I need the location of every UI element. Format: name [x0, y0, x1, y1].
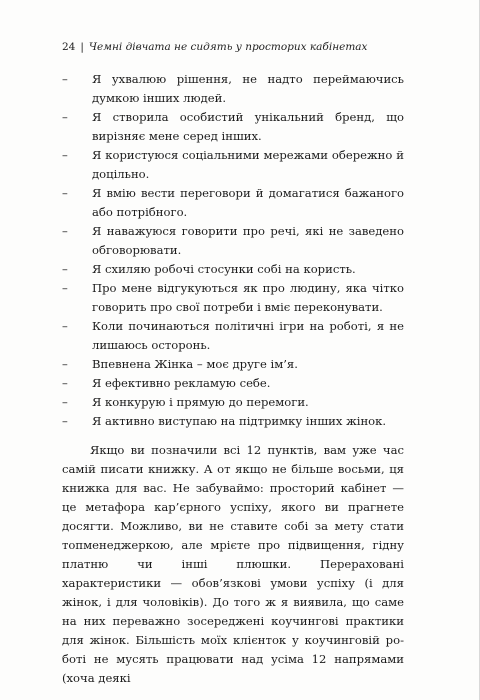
checklist-item [62, 146, 404, 184]
checklist-item-text: Я конкурую і прямую до перемоги. [92, 395, 309, 409]
checklist-item-text: Я ефективно рекламую себе. [92, 376, 271, 390]
checklist-item-text: Про мене відгукуються як про людину, яка чітко говорить про свої потреби і вміє переконувати. [92, 281, 404, 314]
checklist-item-text: Я вмію вести переговори й домагатися бажаного або потрібного. [92, 186, 404, 219]
checklist-item-text: Я ухвалюю рішення, не надто переймаючись думкою інших людей. [92, 72, 404, 105]
checklist-item [62, 355, 404, 374]
checklist-item [62, 260, 404, 279]
list-dash: – [62, 110, 68, 124]
running-header [62, 40, 367, 54]
list-dash: – [62, 72, 68, 86]
list-dash: – [62, 395, 68, 409]
page-number: 24 [62, 41, 76, 53]
checklist-item-text: Я наважуюся говорити про речі, які не заведено обговорювати. [92, 224, 404, 257]
checklist-item [62, 108, 404, 146]
list-dash: – [62, 414, 68, 428]
list-dash: – [62, 224, 68, 238]
checklist-item [62, 279, 404, 317]
list-dash: – [62, 262, 68, 276]
checklist-item-text: Впевнена Жінка – моє друге ім’я. [92, 357, 298, 371]
checklist-item-text: Коли починаються політичні ігри на роботі, я не лишаюсь осторонь. [92, 319, 404, 352]
header-separator: | [80, 41, 84, 53]
list-dash: – [62, 186, 68, 200]
list-dash: – [62, 357, 68, 371]
checklist-item [62, 317, 404, 355]
checklist-item [62, 184, 404, 222]
checklist-item [62, 393, 404, 412]
checklist [62, 70, 404, 431]
checklist-item-text: Я користуюся соціальними мережами обережно й доцільно. [92, 148, 404, 181]
body-paragraph: Якщо ви позначили всі 12 пунктів, вам уже час самій писати книжку. А от якщо не більше восьми, ця книжка для вас. Не забуваймо: просторий кабінет — це метафора кар’єрного успіху, якого ви прагнете досягти. Можливо, ви не ставите собі за мету стати топменеджеркою, але мрієте про підвищення, гідну платню чи інші плюшки. Перераховані характеристики — обов’язкові умови успіху (і для жінок, і для чоловіків). До того ж я виявила, що саме на них переважно зосереджені коучингові практики для жінок. Більшість моїх клієнток у коучинговій роботі не мусять працювати над усіма 12 напрямами (хоча деякі [62, 443, 404, 685]
book-title: Чемні дівчата не сидять у просторих кабінетах [88, 41, 368, 53]
checklist-item [62, 374, 404, 393]
list-dash: – [62, 148, 68, 162]
list-dash: – [62, 281, 68, 295]
checklist-item-text: Я схиляю робочі стосунки собі на користь. [92, 262, 356, 276]
checklist-item [62, 412, 404, 431]
checklist-item [62, 222, 404, 260]
checklist-item [62, 70, 404, 108]
list-dash: – [62, 319, 68, 333]
list-dash: – [62, 376, 68, 390]
checklist-item-text: Я активно виступаю на підтримку інших жінок. [92, 414, 387, 428]
checklist-item-text: Я створила особистий унікальний бренд, що вирізняє мене серед інших. [92, 110, 404, 143]
